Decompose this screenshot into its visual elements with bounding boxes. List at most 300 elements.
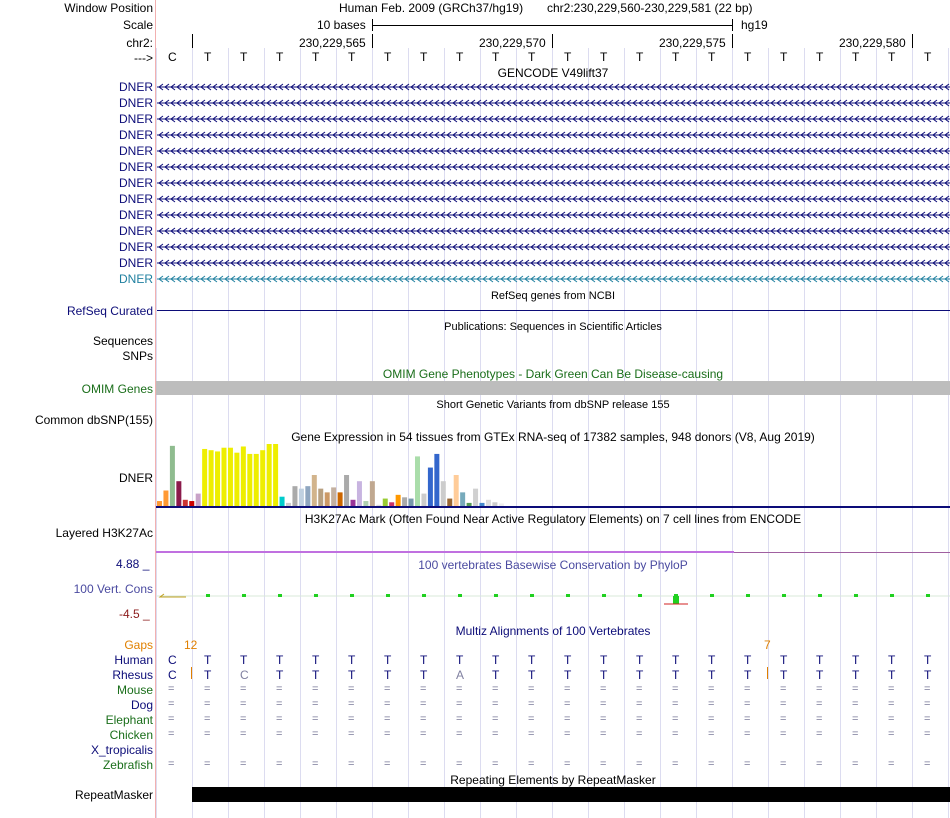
alignment-base: = [924,698,931,710]
alignment-base: = [384,758,391,770]
base-letter: T [780,50,788,64]
alignment-base: T [780,653,788,667]
gencode-gene-transcript[interactable] [157,178,950,188]
gap-count-left: 12 [184,638,198,652]
alignment-base: = [816,713,823,725]
gtex-tissue-bar [228,448,233,506]
alignment-base: = [168,758,175,770]
ruler-tick-label: 230,229,570 [479,36,546,50]
alignment-base: = [528,758,535,770]
alignment-base: = [744,683,751,695]
gtex-tissue-bar [460,492,465,506]
alignment-base: = [816,728,823,740]
alignment-base: T [204,653,212,667]
alignment-base: = [708,683,715,695]
alignment-base: = [600,698,607,710]
gtex-tissue-bar [254,454,259,506]
alignment-base: = [204,758,211,770]
alignment-base: T [744,653,752,667]
alignment-base: = [600,713,607,725]
tick-mark [552,34,553,48]
base-letter: T [672,50,680,64]
h3k27ac-label[interactable]: Layered H3K27Ac [55,526,153,540]
alignment-base: = [240,713,247,725]
ruler-tick-label: 230,229,575 [659,36,726,50]
multiz-species-label[interactable]: Zebrafish [102,758,153,772]
gtex-tissue-bar [318,489,323,506]
alignment-base: = [564,683,571,695]
alignment-base: = [312,713,319,725]
multiz-species-label[interactable]: X_tropicalis [90,743,153,757]
gencode-gene-label[interactable]: DNER [118,208,153,222]
alignment-base: = [492,683,499,695]
gtex-tissue-bar [383,499,388,506]
gencode-gene-label[interactable]: DNER [118,192,153,206]
phylop-min-label: -4.5 _ [119,607,150,621]
alignment-base: T [816,653,824,667]
phylop-score-mark [926,594,930,597]
strand-label: ---> [134,51,153,65]
gencode-gene-transcript[interactable] [157,210,950,220]
gtex-tissue-bar [486,500,491,506]
alignment-base: T [276,653,284,667]
alignment-base: = [744,698,751,710]
gtex-tissue-bar [351,500,356,506]
gtex-tissue-bar [215,451,220,506]
base-letter: T [600,50,608,64]
gtex-tissue-bar [402,497,407,506]
alignment-base: = [312,728,319,740]
gtex-tissue-bar [312,475,317,506]
gtex-tissue-bar [389,502,394,506]
gtex-tissue-bar [305,486,310,506]
gencode-gene-transcript[interactable] [157,226,950,236]
multiz-species-label[interactable]: Human [114,653,153,667]
gtex-tissue-bar [222,448,227,506]
repeatmasker-label[interactable]: RepeatMasker [74,788,153,802]
alignment-base: = [852,698,859,710]
gtex-tissue-bar [209,450,214,506]
alignment-base: = [564,698,571,710]
alignment-base: = [888,728,895,740]
alignment-base: = [492,758,499,770]
gtex-tissue-bar [447,499,452,506]
alignment-base: T [708,653,716,667]
base-letter: T [456,50,464,64]
h3k27ac-signal-a[interactable] [156,551,734,553]
alignment-base: = [276,758,283,770]
alignment-base: T [276,668,284,682]
alignment-base: T [600,653,608,667]
alignment-base: T [672,668,680,682]
gencode-gene-label[interactable]: DNER [118,240,153,254]
alignment-base: = [780,728,787,740]
alignment-base: = [744,728,751,740]
db-label: hg19 [741,18,768,32]
gencode-gene-transcript[interactable] [157,194,950,204]
base-letter: T [348,50,356,64]
phylop-score-mark [206,594,210,597]
gencode-gene-transcript[interactable] [157,82,950,92]
alignment-base: = [456,713,463,725]
alignment-base: = [852,728,859,740]
gtex-tissue-bar [267,444,272,506]
alignment-base: = [420,713,427,725]
gtex-tissue-bar [409,499,414,506]
alignment-base: = [384,728,391,740]
alignment-base: = [852,758,859,770]
alignment-base: = [348,758,355,770]
gencode-gene-transcript[interactable] [157,98,950,108]
gtex-track-title[interactable]: Gene Expression in 54 tissues from GTEx RNA-seq of 17382 samples, 948 donors (V8, Aug 2019) [291,430,815,444]
gtex-tissue-bar [370,481,375,506]
alignment-base: = [816,758,823,770]
gtex-tissue-bar [163,491,168,507]
gap-count-right: 7 [764,638,771,652]
alignment-base: C [240,668,249,682]
alignment-base: = [600,758,607,770]
publications-track-title[interactable]: Publications: Sequences in Scientific Articles [444,321,662,333]
alignment-base: = [240,683,247,695]
alignment-base: T [240,653,248,667]
chrom-label: chr2: [126,36,153,50]
alignment-base: = [636,758,643,770]
alignment-base: = [204,713,211,725]
alignment-base: T [564,668,572,682]
phylop-score-mark [278,594,282,597]
position-text[interactable]: chr2:230,229,560-230,229,581 (22 bp) [547,1,753,15]
alignment-base: = [456,758,463,770]
alignment-base: = [276,713,283,725]
alignment-base: T [924,653,932,667]
omim-bar[interactable] [156,381,950,395]
refseq-gene-line[interactable] [157,310,950,311]
base-letter: T [744,50,752,64]
alignment-base: = [708,758,715,770]
alignment-base: = [528,698,535,710]
base-letter: T [888,50,896,64]
phylop-label[interactable]: 100 Vert. Cons [73,582,153,596]
base-letter: T [240,50,248,64]
alignment-base: T [636,668,644,682]
omim-label[interactable]: OMIM Genes [81,382,153,396]
scale-label: Scale [122,18,153,32]
assembly-text: Human Feb. 2009 (GRCh37/hg19) [339,1,524,15]
alignment-base: T [348,653,356,667]
base-letter: T [816,50,824,64]
gtex-tissue-bar [480,503,485,506]
tick-mark [732,34,733,48]
gencode-gene-transcript[interactable] [157,130,950,140]
phylop-score-mark [818,594,822,597]
phylop-score-mark [638,594,642,597]
tick-mark [192,34,193,48]
alignment-base: = [780,758,787,770]
gencode-gene-label[interactable]: DNER [118,144,153,158]
alignment-base: T [708,668,716,682]
gtex-tissue-bar [357,481,362,506]
alignment-base: = [672,758,679,770]
gtex-tissue-bar [499,504,504,506]
gtex-tissue-bar [363,501,368,506]
alignment-base: T [312,668,320,682]
phylop-score-mark [386,594,390,597]
alignment-base: = [600,728,607,740]
alignment-base: = [888,758,895,770]
repeatmasker-track-title[interactable]: Repeating Elements by RepeatMasker [450,773,656,787]
alignment-base: = [708,698,715,710]
gencode-gene-label[interactable]: DNER [118,272,153,286]
alignment-base: T [888,668,896,682]
alignment-base: = [312,698,319,710]
alignment-base: = [420,728,427,740]
base-letter: T [924,50,932,64]
gtex-tissue-bar [415,456,420,506]
alignment-base: T [492,653,500,667]
alignment-base: = [168,728,175,740]
h3k27ac-track-title[interactable]: H3K27Ac Mark (Often Found Near Active Regulatory Elements) on 7 cell lines from ENCODE [304,512,802,526]
gencode-gene-transcript[interactable] [157,162,950,172]
alignment-base: = [204,683,211,695]
alignment-base: = [708,713,715,725]
gencode-gene-label[interactable]: DNER [118,256,153,270]
phylop-score-mark [242,594,246,597]
alignment-base: T [420,653,428,667]
alignment-base: = [276,728,283,740]
gencode-gene-transcript[interactable] [157,274,950,284]
alignment-base: T [528,668,536,682]
alignment-base: = [924,683,931,695]
alignment-base: T [816,668,824,682]
gtex-tissue-bar [338,492,343,506]
alignment-base: T [852,668,860,682]
alignment-base: = [348,698,355,710]
alignment-base: = [672,683,679,695]
multiz-species-label[interactable]: Dog [130,698,153,712]
base-letter: T [384,50,392,64]
alignment-base: T [420,668,428,682]
gtex-tissue-bar [325,492,330,506]
phylop-score-mark [890,594,894,597]
alignment-base: = [780,698,787,710]
base-letter: T [708,50,716,64]
alignment-base: T [636,653,644,667]
phylop-score-mark [782,594,786,597]
gtex-tissue-bar [170,446,175,506]
alignment-base: = [816,698,823,710]
alignment-base: T [924,668,932,682]
alignment-base: = [168,683,175,695]
alignment-base: T [600,668,608,682]
base-letter: C [168,50,177,64]
gap-marker [767,667,768,679]
base-letter: T [420,50,428,64]
phylop-score-mark [602,594,606,597]
alignment-base: = [852,713,859,725]
gtex-bar-chart[interactable] [156,440,950,510]
gtex-tissue-bar [331,487,336,506]
gtex-tissue-bar [454,475,459,506]
gtex-tissue-bar [396,495,401,506]
phylop-score-mark [854,594,858,597]
multiz-track-title[interactable]: Multiz Alignments of 100 Vertebrates [455,624,651,638]
alignment-base: = [852,683,859,695]
alignment-base: = [672,713,679,725]
alignment-base: T [312,653,320,667]
base-letter: T [564,50,572,64]
alignment-base: T [204,668,212,682]
phylop-signal[interactable] [156,588,950,618]
gtex-tissue-bar [157,501,162,506]
alignment-base: = [564,713,571,725]
alignment-base: T [780,668,788,682]
scale-bar [372,19,733,31]
alignment-base: = [564,728,571,740]
alignment-base: T [348,668,356,682]
alignment-base: = [492,713,499,725]
window-position-label: Window Position [64,1,153,15]
alignment-base: T [456,653,464,667]
gencode-gene-label[interactable]: DNER [118,112,153,126]
alignment-base: C [168,668,177,682]
alignment-base: = [924,758,931,770]
alignment-base: = [744,713,751,725]
gencode-gene-label[interactable]: DNER [118,80,153,94]
alignment-base: = [672,698,679,710]
gencode-gene-transcript[interactable] [157,114,950,124]
base-letter: T [636,50,644,64]
base-letter: T [312,50,320,64]
alignment-base: = [204,698,211,710]
alignment-base: = [348,683,355,695]
publications-label[interactable]: Sequences [92,334,153,348]
alignment-base: = [240,698,247,710]
gtex-tissue-bar [376,505,381,506]
alignment-base: = [528,713,535,725]
repeat-element-bar[interactable] [192,787,950,802]
gencode-gene-label[interactable]: DNER [118,96,153,110]
multiz-species-label[interactable]: Rhesus [112,668,153,682]
alignment-base: A [456,668,465,682]
gtex-tissue-bar [241,446,246,506]
alignment-base: = [564,758,571,770]
multiz-species-label[interactable]: Chicken [109,728,153,742]
alignment-base: = [276,698,283,710]
gtex-tissue-bar [273,444,278,506]
alignment-base: T [672,653,680,667]
alignment-base: = [240,758,247,770]
phylop-score-mark [673,596,679,604]
multiz-species-label[interactable]: Elephant [105,713,153,727]
gtex-tissue-bar [428,468,433,506]
alignment-base: T [564,653,572,667]
gtex-tissue-bar [292,486,297,506]
snps-label[interactable]: SNPs [122,349,153,363]
alignment-base: = [204,728,211,740]
alignment-base: = [312,683,319,695]
phylop-score-mark [566,594,570,597]
gtex-gene-label[interactable]: DNER [118,471,153,485]
alignment-base: = [456,698,463,710]
alignment-base: = [456,728,463,740]
alignment-base: = [420,683,427,695]
gencode-gene-label[interactable]: DNER [118,176,153,190]
phylop-max-label: 4.88 _ [116,557,150,571]
dbsnp-track-title[interactable]: Short Genetic Variants from dbSNP release 155 [436,399,670,411]
dbsnp-label[interactable]: Common dbSNP(155) [34,413,153,427]
gencode-gene-transcript[interactable] [157,242,950,252]
alignment-base: = [420,698,427,710]
alignment-base: = [492,728,499,740]
alignment-base: = [672,728,679,740]
omim-track-title[interactable]: OMIM Gene Phenotypes - Dark Green Can Be Disease-causing [382,367,724,381]
multiz-species-label[interactable]: Mouse [116,683,153,697]
gtex-tissue-bar [176,481,181,506]
gtex-tissue-bar [247,454,252,506]
phylop-track-title[interactable]: 100 vertebrates Basewise Conservation by PhyloP [418,558,688,572]
gtex-tissue-bar [260,450,265,506]
alignment-base: = [744,758,751,770]
gtex-tissue-bar [473,489,478,506]
alignment-base: = [384,683,391,695]
h3k27ac-signal-b[interactable] [734,552,950,553]
refseq-label[interactable]: RefSeq Curated [66,304,153,318]
alignment-base: T [744,668,752,682]
phylop-score-mark [746,594,750,597]
gtex-tissue-bar [441,481,446,506]
alignment-base: = [312,758,319,770]
alignment-base: = [528,683,535,695]
gtex-tissue-bar [202,449,207,506]
scale-bases-text: 10 bases [317,18,366,32]
gencode-gene-transcript[interactable] [157,146,950,156]
gencode-gene-label[interactable]: DNER [118,224,153,238]
gaps-label: Gaps [124,638,153,652]
base-letter: T [528,50,536,64]
gtex-tissue-bar [492,502,497,506]
alignment-base: = [636,728,643,740]
alignment-base: = [636,698,643,710]
alignment-base: = [780,683,787,695]
alignment-base: = [528,728,535,740]
base-letter: T [492,50,500,64]
alignment-base: = [636,713,643,725]
refseq-track-title[interactable]: RefSeq genes from NCBI [490,290,616,302]
gtex-tissue-bar [467,503,472,506]
phylop-score-mark [494,594,498,597]
gencode-track-title[interactable]: GENCODE V49lift37 [497,66,609,80]
phylop-score-mark [314,594,318,597]
alignment-base: = [600,683,607,695]
alignment-base: T [384,653,392,667]
gencode-gene-transcript[interactable] [157,258,950,268]
gencode-gene-label[interactable]: DNER [118,160,153,174]
alignment-base: = [384,698,391,710]
base-letter: T [276,50,284,64]
gencode-gene-label[interactable]: DNER [118,128,153,142]
alignment-base: = [708,728,715,740]
alignment-base: = [816,683,823,695]
alignment-base: = [636,683,643,695]
phylop-score-mark [422,594,426,597]
alignment-base: = [924,728,931,740]
alignment-base: = [924,713,931,725]
alignment-base: T [492,668,500,682]
gtex-tissue-bar [421,494,426,506]
alignment-base: = [456,683,463,695]
gtex-tissue-bar [280,497,285,506]
alignment-base: T [528,653,536,667]
